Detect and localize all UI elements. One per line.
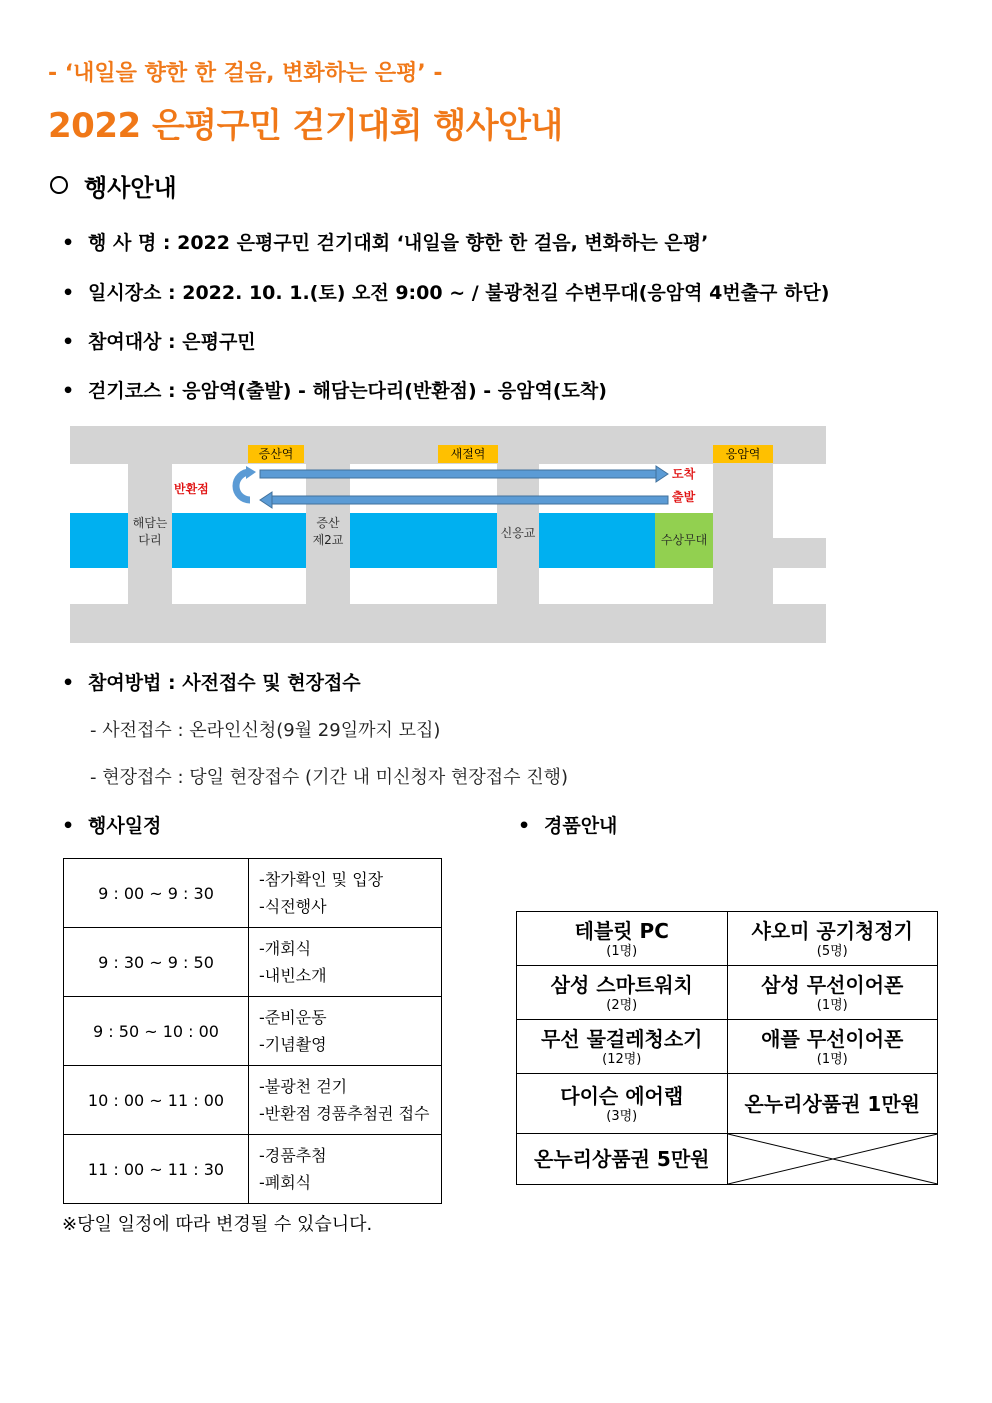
info-item-target xyxy=(62,327,256,354)
schedule-desc: -불광천 걷기 -반환점 경품추첨권 접수 xyxy=(249,1066,442,1135)
method-item-pre: - 사전접수 : 온라인신청(9월 29일까지 모집) xyxy=(90,720,441,741)
prize-cell: 애플 무선이어폰 (1명) xyxy=(727,1020,938,1074)
info-text: 행 사 명 : 2022 은평구민 걷기대회 ‘내일을 향한 한 걸음, 변화하는 은평’ xyxy=(88,232,709,254)
table-row xyxy=(64,859,442,928)
arrive-label: 도착 xyxy=(672,467,696,481)
info-text: 일시장소 : 2022. 10. 1.(토) 오전 9:00 ~ / 불광천길 수변무대(응암역 4번출구 하단) xyxy=(88,282,830,304)
schedule-time: 9 : 30 ~ 9 : 50 xyxy=(64,928,249,997)
bridge-haedam: 해담는 다리 xyxy=(132,516,168,547)
table-row xyxy=(517,912,938,966)
schedule-desc: -준비운동 -기념촬영 xyxy=(249,997,442,1066)
schedule-heading-text: 행사일정 xyxy=(88,815,162,837)
bullet-icon: • xyxy=(62,380,75,402)
bullet-icon: • xyxy=(62,672,75,694)
page-subtitle: - ‘내일을 향한 한 걸음, 변화하는 은평’ - xyxy=(48,61,443,86)
table-row xyxy=(64,1066,442,1135)
bridge-jeungsan2: 증산 제2교 xyxy=(312,516,344,547)
method-text: 참여방법 : 사전접수 및 현장접수 xyxy=(88,672,361,694)
prize-table xyxy=(516,911,938,1185)
schedule-desc: -경품추첨 -폐회식 xyxy=(249,1135,442,1204)
schedule-table xyxy=(63,858,442,1204)
circle-bullet-icon xyxy=(50,176,68,194)
info-item-course xyxy=(62,376,607,403)
table-row xyxy=(517,1020,938,1074)
prize-cell: 테블릿 PC (1명) xyxy=(517,912,728,966)
station-jeungsan: 증산역 xyxy=(248,445,304,463)
schedule-time: 9 : 50 ~ 10 : 00 xyxy=(64,997,249,1066)
info-text: 참여대상 : 은평구민 xyxy=(88,331,256,353)
prize-heading-text: 경품안내 xyxy=(544,815,618,837)
station-eungam: 응암역 xyxy=(713,445,773,463)
schedule-time: 11 : 00 ~ 11 : 30 xyxy=(64,1135,249,1204)
prize-cell: 다이슨 에어랩 (3명) xyxy=(517,1074,728,1134)
table-row xyxy=(64,928,442,997)
method-item-onsite: - 현장접수 : 당일 현장접수 (기간 내 미신청자 현장접수 진행) xyxy=(90,767,569,788)
schedule-desc: -개회식 -내빈소개 xyxy=(249,928,442,997)
table-row xyxy=(517,966,938,1020)
stage-label: 수상무대 xyxy=(660,533,708,547)
bullet-icon: • xyxy=(62,815,75,837)
course-map xyxy=(70,426,826,643)
info-text: 걷기코스 : 응암역(출발) - 해담는다리(반환점) - 응암역(도착) xyxy=(88,380,607,402)
schedule-time: 9 : 00 ~ 9 : 30 xyxy=(64,859,249,928)
table-row xyxy=(64,1135,442,1204)
method-heading xyxy=(62,668,361,695)
bullet-icon: • xyxy=(62,232,75,254)
table-row xyxy=(517,1074,938,1134)
bullet-icon: • xyxy=(518,815,531,837)
cross-out-icon xyxy=(728,1134,938,1184)
table-row xyxy=(64,997,442,1066)
station-saejeol: 새절역 xyxy=(438,445,498,463)
prize-cell: 온누리상품권 1만원 xyxy=(727,1074,938,1134)
bullet-icon: • xyxy=(62,282,75,304)
prize-cell: 샤오미 공기청정기 (5명) xyxy=(727,912,938,966)
section-heading xyxy=(50,168,177,203)
empty-cell xyxy=(727,1134,938,1185)
schedule-note: ※당일 일정에 따라 변경될 수 있습니다. xyxy=(62,1214,373,1235)
table-row xyxy=(517,1134,938,1185)
info-item-datetime xyxy=(62,278,829,305)
prize-cell: 삼성 무선이어폰 (1명) xyxy=(727,966,938,1020)
prize-heading xyxy=(518,811,617,838)
depart-label: 출발 xyxy=(672,490,696,504)
prize-cell: 온누리상품권 5만원 xyxy=(517,1134,728,1185)
bridge-sineung: 신응교 xyxy=(500,526,536,540)
schedule-desc: -참가확인 및 입장 -식전행사 xyxy=(249,859,442,928)
schedule-time: 10 : 00 ~ 11 : 00 xyxy=(64,1066,249,1135)
page-title: 2022 은평구민 걷기대회 행사안내 xyxy=(48,106,563,146)
turnaround-label: 반환점 xyxy=(174,482,209,496)
prize-cell: 무선 물걸레청소기 (12명) xyxy=(517,1020,728,1074)
info-item-name xyxy=(62,228,708,255)
bullet-icon: • xyxy=(62,331,75,353)
schedule-heading xyxy=(62,811,161,838)
prize-cell: 삼성 스마트워치 (2명) xyxy=(517,966,728,1020)
section-label: 행사안내 xyxy=(84,174,177,202)
